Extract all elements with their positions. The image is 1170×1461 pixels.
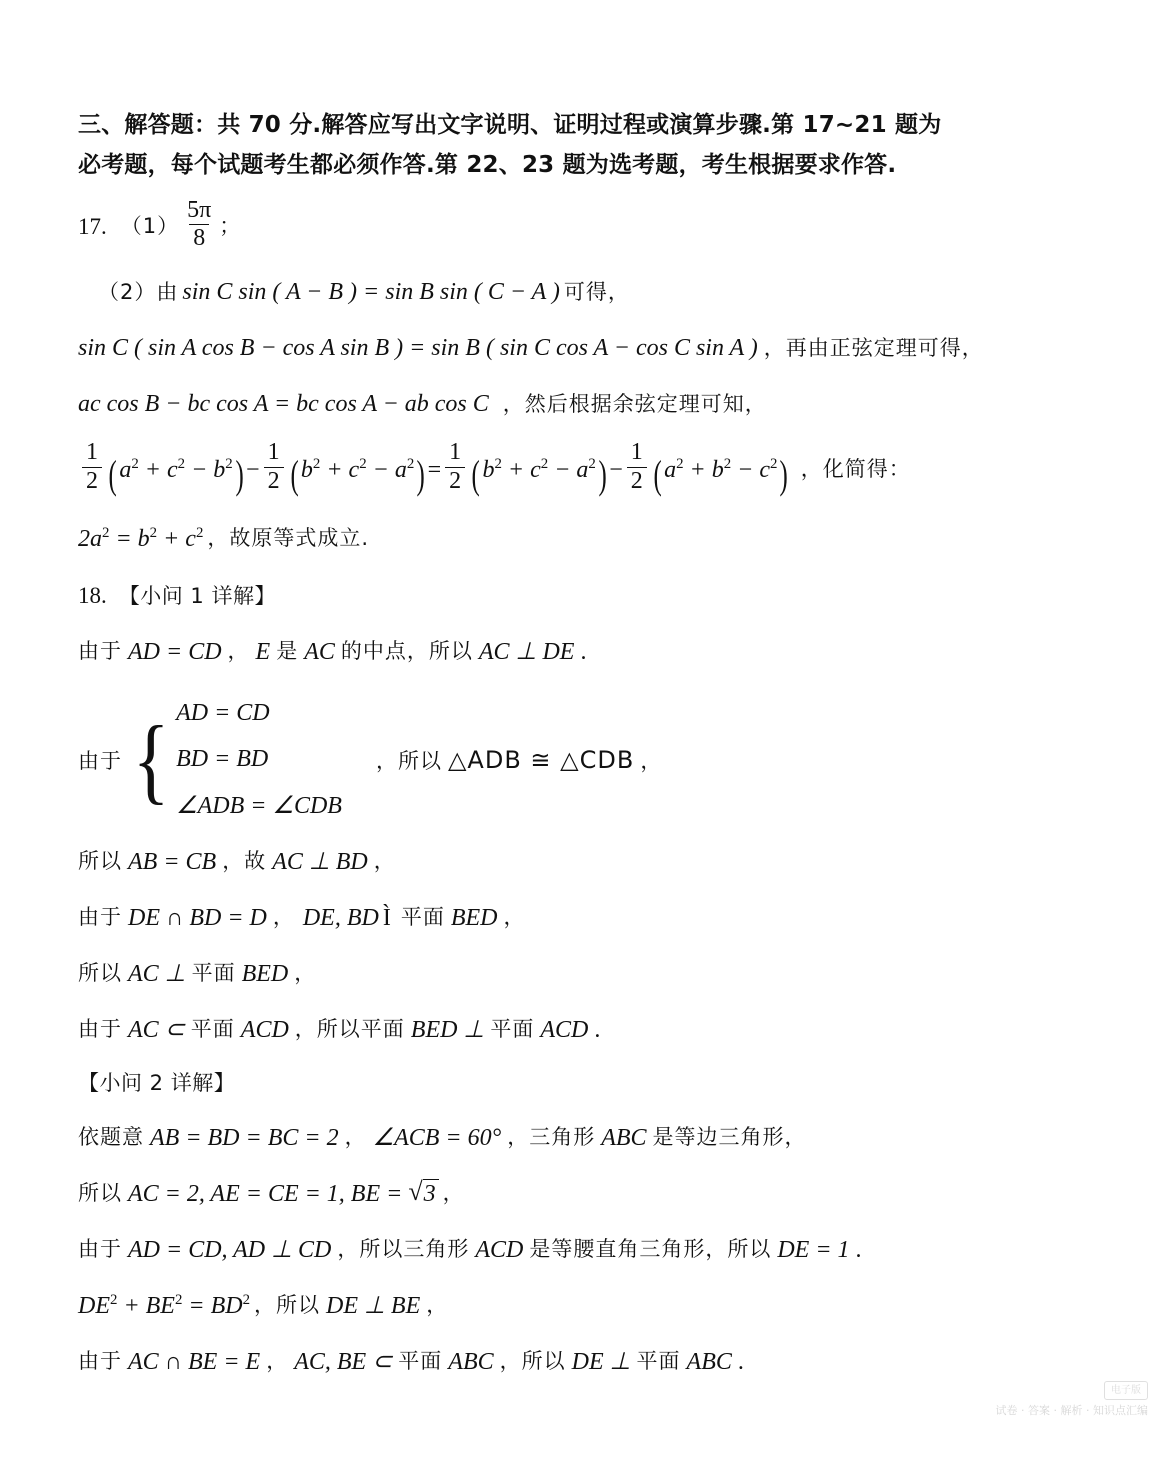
question-17-part2-tail: 可得， (563, 279, 630, 304)
q18-system-tail-zh: ，所以 (375, 748, 442, 773)
question-17-part2-label: （2） (98, 279, 157, 304)
q17-line6-tail: ，故原等式成立. (207, 526, 370, 551)
q18-l4-zh3: ， (294, 961, 317, 986)
q18-l1-m2: E (255, 638, 271, 665)
q18-m1-zh4: 是等边三角形， (652, 1124, 807, 1149)
question-17-part1-label: （1） (120, 214, 180, 239)
question-17-part2-equation: sin C sin ( A − B ) = sin B sin ( C − A ) (182, 279, 560, 306)
q18-l5-zh2: 平面 (190, 1017, 235, 1042)
q18-m3-m3: DE = 1 (777, 1236, 850, 1263)
q18-l2-zh3: ， (373, 849, 396, 874)
q18-l5-zh1: 由于 (78, 1017, 122, 1042)
question-17-part2-lead: 由 (156, 279, 179, 304)
q18-l5-m2: ACD (240, 1017, 289, 1044)
q17-expr-4: $a^2 + b^2 - c^2$ (664, 455, 778, 483)
q18-m-line-2 (78, 1176, 1090, 1212)
q18-system-lead: 由于 (78, 748, 122, 773)
q18-l4-zh1: 所以 (78, 961, 122, 986)
q18-m4-zh2: ， (426, 1292, 449, 1317)
q18-m1-zh1: 依题意 (78, 1124, 144, 1149)
q18-m3-zh3: 是等腰直角三角形，所以 (529, 1236, 772, 1261)
q18-system-tail-math: △ADB ≅ △CDB (447, 745, 635, 774)
q18-l3-zh3: 平面 (400, 905, 445, 930)
q18-system-tail (376, 745, 662, 775)
q18-l1-zh2: 是 (276, 638, 299, 663)
paren-open-3: ( (471, 451, 480, 497)
q18-m5-zh1: 由于 (78, 1348, 122, 1373)
minus-2: − (609, 456, 623, 483)
q18-system-tail-end: ， (640, 748, 663, 773)
paren-close-4: ) (779, 451, 789, 497)
q18-l5-zh3: ，所以平面 (294, 1017, 405, 1042)
q18-l4-m1: AC ⊥ (128, 961, 186, 988)
question-17-line-3 (78, 330, 1090, 366)
q18-l3-m3: BED (450, 905, 498, 932)
watermark-text: 试卷 · 答案 · 解析 · 知识点汇编 (995, 1404, 1148, 1417)
q18-m1-zh3: ，三角形 (507, 1124, 596, 1149)
q18-m5-zh4: ，所以 (499, 1348, 566, 1373)
fraction-denominator: 8 (189, 224, 209, 252)
q18-m3-end: . (855, 1236, 862, 1263)
question-17-part-2 (78, 274, 1090, 310)
paren-close-1: ) (235, 451, 244, 497)
q17-line5-tail: ，化简得： (800, 456, 911, 481)
q18-l5-m4: ACD (540, 1017, 589, 1044)
q17-line6-equation: $2a^2 = b^2 + c^2$ (78, 525, 204, 553)
q18-l4-zh2: 平面 (191, 961, 236, 986)
question-18-number: 18. (78, 583, 107, 609)
question-18-sub2-title: 【小问 2 详解】 (78, 1071, 236, 1096)
q18-line-5 (78, 1012, 1090, 1048)
q18-m-line-4 (78, 1288, 1090, 1324)
paren-open-2: ( (290, 451, 299, 497)
q17-line3-equation: sin C ( sin A cos B − cos A sin B ) = sin B ( sin C cos A − cos C sin A ) (78, 335, 758, 362)
q18-equation-system (78, 690, 1090, 830)
q17-expr-3: $b^2 + c^2 - a^2$ (482, 455, 596, 483)
q18-m-line-3 (78, 1232, 1090, 1268)
section-heading (78, 105, 1090, 186)
fraction-numerator: 5π (187, 196, 212, 223)
fraction-one-half-2: $\frac{1}{2}$ (264, 440, 284, 495)
left-brace-icon: { (132, 705, 170, 813)
q18-m-line-1 (78, 1120, 1090, 1156)
q18-m4-m2: DE ⊥ BE (326, 1292, 421, 1319)
q17-line4-equation: ac cos B − bc cos A = bc cos A − ab cos C (78, 391, 489, 418)
section-heading-line-1: 三、解答题：共 70 分.解答应写出文字说明、证明过程或演算步骤.第 17~21 题为 (78, 112, 942, 138)
q18-m2-m1: AC = 2, AE = CE = 1, BE = (128, 1180, 403, 1207)
paren-close-3: ) (598, 451, 607, 497)
q18-m3-zh1: 由于 (78, 1236, 122, 1261)
q18-system-row-2: BD = BD (176, 746, 269, 773)
q18-l5-end: . (594, 1017, 601, 1044)
q18-l2-zh2: ，故 (222, 849, 267, 874)
q18-m5-zh2: ， (266, 1348, 289, 1373)
q18-m4-m1: $DE^2 + BE^2 = BD^2$ (78, 1291, 251, 1319)
equals-1: = (427, 456, 442, 483)
q18-m5-zh5: 平面 (636, 1348, 681, 1373)
q18-m3-zh2: ，所以三角形 (337, 1236, 470, 1261)
fraction-5pi-over-8 (183, 198, 215, 253)
q18-m5-m3: ABC (448, 1348, 494, 1375)
q18-m2-zh1: 所以 (78, 1180, 122, 1205)
q18-m1-zh2: ， (344, 1124, 367, 1149)
q18-l3-zh2: ， (272, 905, 295, 930)
q18-l1-m3: AC (304, 638, 335, 665)
paren-open-4: ( (653, 451, 662, 497)
q18-m-line-5 (78, 1344, 1090, 1380)
q18-l3-zh4: ， (503, 905, 526, 930)
q18-line-2 (78, 844, 1090, 880)
watermark-badge: 电子版 (1104, 1381, 1148, 1400)
q18-l1-m4: AC ⊥ DE (478, 638, 575, 665)
watermark (948, 1381, 1148, 1439)
square-root-3 (408, 1176, 438, 1209)
fraction-one-half-3: $\frac{1}{2}$ (445, 440, 465, 495)
q18-line-4 (78, 956, 1090, 992)
q18-line-1 (78, 634, 1090, 670)
q17-expr-1: $a^2 + c^2 - b^2$ (119, 455, 233, 483)
q18-m5-end: . (737, 1348, 744, 1375)
q17-line4-tail: ，然后根据余弦定理可知， (502, 391, 767, 416)
question-17-part-1 (78, 196, 1090, 255)
q18-l1-zh3: 的中点，所以 (340, 638, 473, 663)
q18-m1-m2: ∠ACB = 60° (372, 1124, 502, 1151)
q18-m3-m2: ACD (475, 1236, 524, 1263)
q18-l5-m1: AC ⊂ (128, 1017, 185, 1044)
q18-l5-m3: BED ⊥ (410, 1017, 485, 1044)
subset-icon: Ì (382, 905, 391, 932)
q18-l2-m1: AB = CB (128, 849, 217, 876)
q18-l1-c1: ， (227, 638, 250, 663)
q18-l3-m2: DE, BD (302, 905, 379, 932)
q18-l1-lead: 由于 (78, 638, 122, 663)
page-content (78, 105, 1090, 1400)
minus-1: − (246, 456, 260, 483)
q18-l2-zh1: 所以 (78, 849, 122, 874)
q18-l5-zh4: 平面 (490, 1017, 535, 1042)
q18-m1-m1: AB = BD = BC = 2 (150, 1124, 339, 1151)
radicand-value: 3 (423, 1179, 439, 1209)
q18-l1-end: . (580, 638, 587, 665)
q18-system-rows (176, 690, 342, 830)
q18-l2-m2: AC ⊥ BD (272, 849, 368, 876)
question-17-line-5 (78, 439, 1090, 497)
fraction-one-half-4: $\frac{1}{2}$ (627, 440, 647, 495)
q18-m5-zh3: 平面 (398, 1348, 443, 1373)
section-heading-line-2: 必考题，每个试题考生都必须作答.第 22、23 题为选考题，考生根据要求作答. (78, 152, 897, 179)
q18-l1-m1: AD = CD (128, 638, 222, 665)
fraction-one-half-1: $\frac{1}{2}$ (82, 440, 102, 495)
q18-m5-m4: DE ⊥ (571, 1348, 631, 1375)
question-17-line-6 (78, 521, 1090, 557)
paren-close-2: ) (416, 451, 426, 497)
q18-m5-m5: ABC (686, 1348, 732, 1375)
q18-line-3 (78, 900, 1090, 936)
q18-m2-zh2: ， (442, 1180, 465, 1205)
q18-system-row-3: ∠ADB = ∠CDB (176, 793, 342, 820)
question-17-number: 17. (78, 213, 107, 239)
q18-m5-m1: AC ∩ BE = E (128, 1348, 261, 1375)
q17-line3-tail: ，再由正弦定理可得， (763, 335, 984, 360)
question-18-sub2-header (78, 1068, 1090, 1100)
q18-system-row-1: AD = CD (176, 699, 270, 726)
question-17-line-4 (78, 386, 1090, 422)
q18-m4-zh1: ，所以 (254, 1292, 321, 1317)
q18-l4-m2: BED (241, 961, 289, 988)
q18-l3-m1: DE ∩ BD = D (128, 905, 267, 932)
radical-icon: √ (408, 1176, 423, 1206)
q17-expr-2: $b^2 + c^2 - a^2$ (300, 455, 415, 483)
q18-m1-m3: ABC (601, 1124, 647, 1151)
q18-m5-m2: AC, BE ⊂ (294, 1348, 393, 1375)
question-18-sub1-title: 【小问 1 详解】 (118, 583, 276, 608)
question-18-header (78, 579, 1090, 614)
paren-open-1: ( (108, 451, 117, 497)
q18-m3-m1: AD = CD, AD ⊥ CD (128, 1236, 332, 1263)
q18-l3-zh1: 由于 (78, 905, 122, 930)
question-17-part1-punct: ； (219, 214, 242, 239)
